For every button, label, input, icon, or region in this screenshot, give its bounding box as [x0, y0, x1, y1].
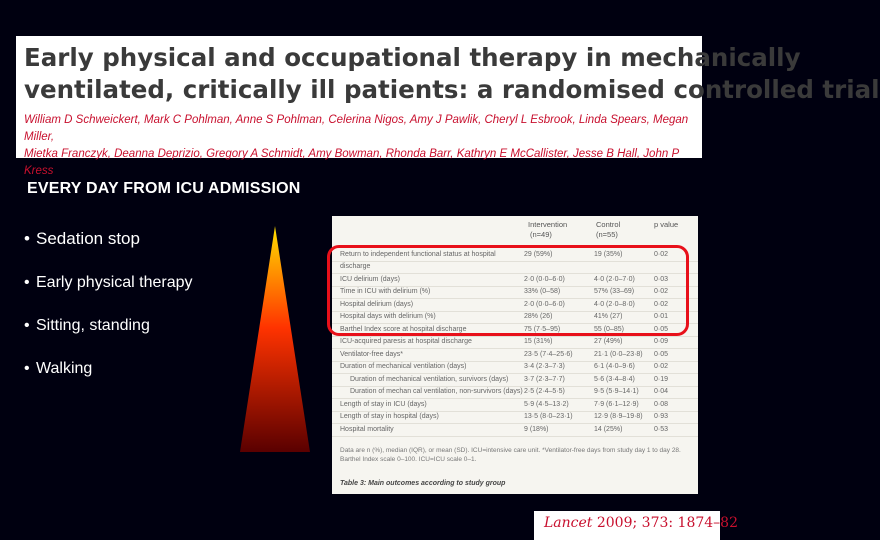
row-intervention: 75 (7·5–95)	[524, 325, 561, 333]
row-intervention: 5·9 (4·5–13·2)	[524, 400, 569, 408]
row-label: Hospital days with delirium (%)	[340, 313, 436, 320]
row-intervention: 2·0 (0·0–6·0)	[524, 275, 565, 283]
row-label: Barthel Index score at hospital discharge	[340, 325, 467, 333]
bullet-dot: •	[24, 317, 30, 334]
row-label: Duration of mechan cal ventilation, non-survivors (days)	[350, 388, 523, 395]
row-intervention: 2·5 (2·4–5·5)	[524, 388, 565, 395]
bullet-sitting-standing	[24, 317, 150, 335]
row-intervention: 33% (0–58)	[524, 288, 561, 295]
row-label: Duration of mechanical ventilation (days)	[340, 363, 467, 370]
row-control: 57% (33–69)	[594, 288, 635, 295]
row-label: discharge	[340, 263, 371, 270]
row-control: 41% (27)	[594, 313, 623, 320]
bullet-text: Sitting, standing	[36, 317, 150, 334]
row-pvalue: 0·02	[654, 250, 669, 258]
slide-heading: EVERY DAY FROM ICU ADMISSION	[27, 180, 301, 197]
row-pvalue: 0·05	[654, 350, 669, 358]
bullet-text: Sedation stop	[36, 229, 140, 248]
row-pvalue: 0·02	[654, 288, 669, 295]
bullet-early-physical-therapy	[24, 274, 193, 292]
row-label: Length of stay in ICU (days)	[340, 400, 427, 408]
row-control: 5·6 (3·4–8·4)	[594, 375, 635, 383]
table-header	[332, 220, 698, 248]
table-row	[332, 374, 698, 387]
table-row	[332, 337, 698, 350]
bullet-text: Early physical therapy	[36, 274, 193, 291]
row-label: ICU-acquired paresis at hospital discharge	[340, 338, 472, 345]
row-intervention: 13·5 (8·0–23·1)	[524, 413, 573, 420]
article-title-line-2: ventilated, critically ill patients: a randomised controlled trial	[24, 75, 880, 104]
row-intervention: 2·0 (0·0–6·0)	[524, 300, 565, 308]
row-control: 6·1 (4·0–9·6)	[594, 363, 635, 370]
row-label: Hospital mortality	[340, 425, 394, 433]
table-row	[332, 424, 698, 437]
row-pvalue: 0·53	[654, 425, 669, 433]
table-row	[332, 399, 698, 412]
row-pvalue: 0·19	[654, 375, 669, 383]
table-row	[332, 362, 698, 375]
row-label: Hospital delirium (days)	[340, 300, 414, 308]
citation-details: 2009; 373: 1874–82	[592, 515, 738, 531]
row-pvalue: 0·09	[654, 338, 669, 345]
row-pvalue: 0·02	[654, 300, 669, 308]
header-intervention-n: (n=49)	[530, 230, 552, 239]
citation	[534, 511, 738, 540]
bullet-dot: •	[24, 360, 30, 377]
highlight-box	[327, 245, 689, 336]
article-title-line-1: Early physical and occupational therapy in mechanically	[24, 43, 801, 72]
row-intervention: 3·4 (2·3–7·3)	[524, 363, 565, 370]
row-intervention: 3·7 (2·3–7·7)	[524, 375, 565, 383]
row-pvalue: 0·08	[654, 400, 669, 408]
row-label: ICU delirium (days)	[340, 275, 400, 283]
row-control: 55 (0–85)	[594, 325, 624, 333]
row-control: 9·5 (5·9–14·1)	[594, 388, 639, 395]
row-pvalue: 0·05	[654, 325, 669, 333]
intensity-triangle	[240, 226, 310, 452]
bullet-dot: •	[24, 229, 30, 248]
table-row	[332, 412, 698, 425]
row-intervention: 15 (31%)	[524, 338, 553, 345]
title-banner	[16, 36, 880, 177]
table-caption: Table 3: Main outcomes according to study group	[340, 480, 506, 487]
row-control: 14 (25%)	[594, 425, 623, 433]
authors-line-1: William D Schweickert, Mark C Pohlman, Anne S Pohlman, Celerina Nigos, Amy J Pawlik, Cheryl L Esbrook, Linda Spears, Megan Miller,	[24, 114, 689, 143]
row-intervention: 23·5 (7·4–25·6)	[524, 350, 573, 358]
row-label: Ventilator-free days*	[340, 350, 404, 358]
row-label: Length of stay in hospital (days)	[340, 413, 439, 420]
bullet-sedation-stop	[24, 229, 140, 249]
triangle-shape	[240, 226, 310, 452]
row-pvalue: 0·01	[654, 313, 669, 320]
table-row	[332, 387, 698, 400]
row-label: Duration of mechanical ventilation, survivors (days)	[350, 375, 509, 383]
row-pvalue: 0·04	[654, 388, 669, 395]
row-pvalue: 0·93	[654, 413, 669, 420]
row-control: 7·9 (6·1–12·9)	[594, 400, 639, 408]
table-row	[332, 349, 698, 362]
header-pvalue: p value	[654, 220, 679, 229]
bullet-text: Walking	[36, 360, 93, 377]
row-pvalue: 0·02	[654, 363, 669, 370]
row-control: 12·9 (8·9–19·8)	[594, 413, 643, 420]
row-control: 4·0 (2·0–7·0)	[594, 275, 635, 283]
row-label: Time in ICU with delirium (%)	[340, 288, 431, 295]
table-footnote: Data are n (%), median (IQR), or mean (SD). ICU=intensive care unit. *Ventilator-free days from study day 1 to day 28. Barthel Index scale 0–100. ICU=ICU scale 0–1.	[340, 447, 681, 463]
citation-journal: Lancet	[544, 515, 593, 531]
header-control: Control	[596, 220, 621, 229]
row-pvalue: 0·03	[654, 275, 669, 283]
header-intervention: Intervention	[528, 220, 568, 229]
bullet-walking	[24, 360, 92, 378]
row-intervention: 28% (26)	[524, 313, 553, 320]
row-control: 21·1 (0·0–23·8)	[594, 350, 643, 358]
bullet-dot: •	[24, 274, 30, 291]
row-intervention: 9 (18%)	[524, 425, 549, 433]
row-control: 19 (35%)	[594, 250, 623, 258]
header-control-n: (n=55)	[596, 230, 618, 239]
row-control: 4·0 (2·0–8·0)	[594, 300, 635, 308]
authors-line-2: Mietka Franczyk, Deanna Deprizio, Gregory A Schmidt, Amy Bowman, Rhonda Barr, Kathryn E McCallister, Jesse B Hall, John P Kress	[24, 148, 679, 177]
row-intervention: 29 (59%)	[524, 250, 553, 258]
row-control: 27 (49%)	[594, 338, 623, 345]
row-label: Return to independent functional status at hospital	[340, 250, 496, 258]
